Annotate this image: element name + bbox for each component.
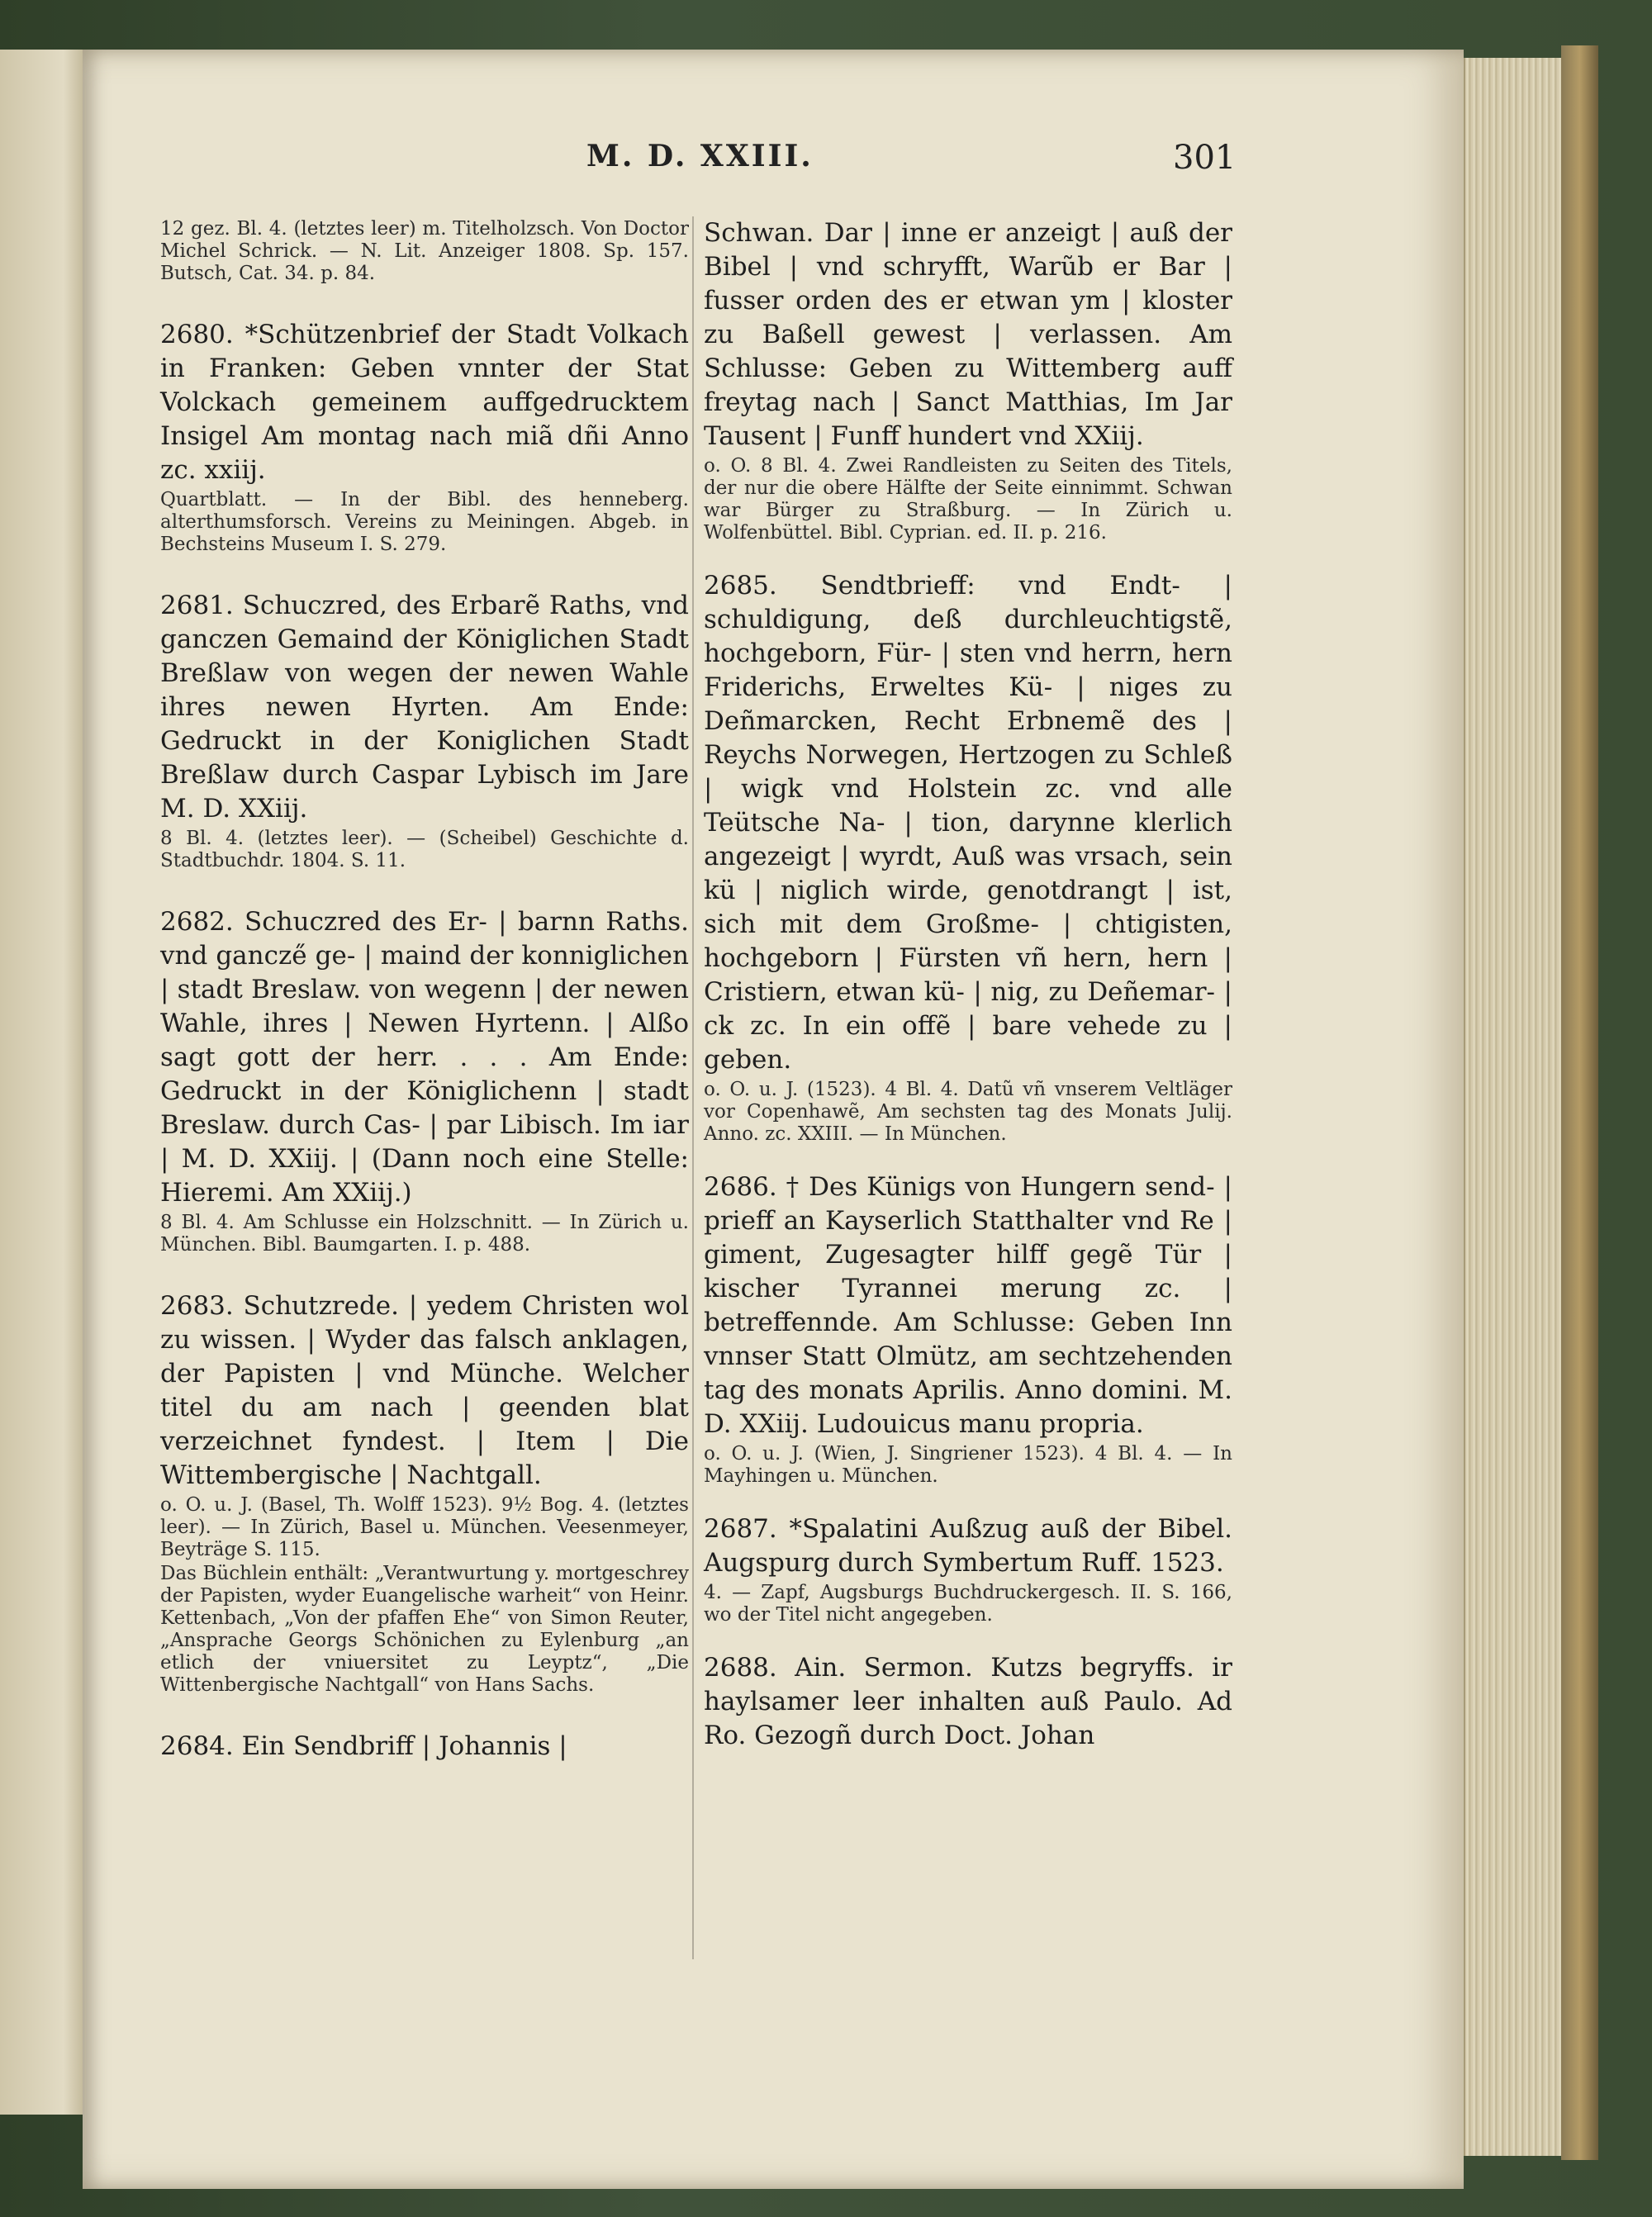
entry-2684-note: o. O. 8 Bl. 4. Zwei Randleisten zu Seiten des Titels, der nur die obere Hälfte der Seite einnimmt. Schwan war Bürger zu Straßburg. — In Zürich u. Wolfenbüttel. Bibl. Cyprian. ed. II. p. 216.	[704, 455, 1232, 544]
page-number: 301	[1173, 139, 1237, 177]
entry-2688-title: 2688. Ain. Sermon. Kutzs begryffs. ir haylsamer leer inhalten auß Paulo. Ad Ro. Gezogñ durch Doct. Johan	[704, 1653, 1232, 1750]
entry-2683-title: 2683. Schutzrede. | yedem Christen wol zu wissen. | Wyder das falsch anklagen, der Papisten | vnd Münche. Welcher titel du am nach | geenden blat verzeichnet fyndest. | Item | Die Wittembergische | Nachtgall.	[160, 1291, 689, 1490]
entry-2684-continued: Schwan. Dar | inne er anzeigt | auß der Bibel | vnd schryfft, Warũb er Bar | fusser orden des er etwan ym | kloster zu Baßell gewest | verlassen. Am Schlusse: Geben zu Wittemberg auff freytag nach | Sanct Matthias, Im Jar Tausent | Funff hundert vnd XXiij.	[704, 218, 1232, 451]
entry-2683-contents: Das Büchlein enthält: „Verantwurtung y. mortgeschrey der Papisten, wyder Euangelische warheit“ von Heinr. Kettenbach, „Von der pfaffen Ehe“ von Simon Reuter, „Ansprache Georgs Schönichen zu Eylenburg „an etlich der vniuersitet zu Leyptz“, „Die Wittenbergische Nachtgall“ von Hans Sachs.	[160, 1563, 689, 1696]
entry-2680-note: Quartblatt. — In der Bibl. des henneberg. alterthumsforsch. Vereins zu Meiningen. Abgeb. in Bechsteins Museum I. S. 279.	[160, 489, 689, 555]
left-column	[160, 216, 689, 1764]
entry-2680-title: 2680. *Schützenbrief der Stadt Volkach in Franken: Geben vnnter der Stat Volckach gemeinem auffgedrucktem Insigel Am montag nach miã dñi Anno zc. xxiij.	[160, 320, 689, 485]
entry-2681-title: 2681. Schuczred, des Erbarẽ Raths, vnd ganczen Gemaind der Königlichen Stadt Breßlaw von wegen der newen Wahle ihres newen Hyrten. Am Ende: Gedruckt in der Koniglichen Stadt Breßlaw durch Caspar Lybisch im Jare M. D. XXiij.	[160, 591, 689, 824]
entry-2684-title: 2684. Ein Sendbriff | Johannis |	[160, 1731, 567, 1761]
book-cover-edge	[1561, 45, 1598, 2160]
entry-2685-note: o. O. u. J. (1523). 4 Bl. 4. Datũ vñ vnserem Veltläger vor Copenhawẽ, Am sechsten tag des Monats Julij. Anno. zc. XXIII. — In München.	[704, 1079, 1232, 1145]
entry-2687-note: 4. — Zapf, Augsburgs Buchdruckergesch. II. S. 166, wo der Titel nicht angegeben.	[704, 1582, 1232, 1626]
entry-2682-title: 2682. Schuczred des Er- | barnn Raths. vnd gancze̋ ge- | maind der konniglichen | stadt Breslaw. von wegenn | der newen Wahle, ihres | Newen Hyrtenn. | Alßo sagt gott der herr. . . . Am Ende: Gedruckt in der Königlichenn | stadt Breslaw. durch Cas- | par Libisch. Im iar | M. D. XXiij. | (Dann noch eine Stelle: Hieremi. Am XXiij.)	[160, 907, 689, 1208]
entry-2681-note: 8 Bl. 4. (letztes leer). — (Scheibel) Geschichte d. Stadtbuchdr. 1804. S. 11.	[160, 828, 689, 871]
entry-note: 12 gez. Bl. 4. (letztes leer) m. Titelholzsch. Von Doctor Michel Schrick. — N. Lit. Anzeiger 1808. Sp. 157. Butsch, Cat. 34. p. 84.	[160, 218, 689, 284]
facing-page-edge	[0, 50, 93, 2115]
column-divider	[692, 216, 694, 1959]
entry-2685-title: 2685. Sendtbrieff: vnd Endt- | schuldigung, deß durchleuchtigstẽ, hochgeborn, Für- | sten vnd herrn, hern Friderichs, Erweltes Kü- | niges zu Deñmarcken, Recht Erbnemẽ des | Reychs Norwegen, Hertzogen zu Schleß | wigk vnd Holstein zc. vnd alle Teütsche Na- | tion, darynne klerlich angezeigt | wyrdt, Auß was vrsach, sein kü | niglich wirde, genotdrangt | ist, sich mit dem Großme- | chtigisten, hochgeborn | Fürsten vñ hern, hern | Cristiern, etwan kü- | nig, zu Deñemar- | ck zc. In ein offẽ | bare vehede zu | geben.	[704, 571, 1232, 1075]
entry-2683-note: o. O. u. J. (Basel, Th. Wolff 1523). 9½ Bog. 4. (letztes leer). — In Zürich, Basel u. München. Veesenmeyer, Beyträge S. 115.	[160, 1494, 689, 1560]
entry-2686-title: 2686. † Des Künigs von Hungern send- | prieff an Kayserlich Statthalter vnd Re | giment, Zugesagter hilff gegẽ Tür | kischer Tyrannei merung zc. | betreffennde. Am Schlusse: Geben Inn vnnser Statt Olmütz, am sechtzehenden tag des monats Aprilis. Anno domini. M. D. XXiij. Ludouicus manu propria.	[704, 1172, 1232, 1439]
entry-2686-note: o. O. u. J. (Wien, J. Singriener 1523). 4 Bl. 4. — In Mayhingen u. München.	[704, 1443, 1232, 1487]
entry-2682-note: 8 Bl. 4. Am Schlusse ein Holzschnitt. — In Zürich u. München. Bibl. Baumgarten. I. p. 488.	[160, 1212, 689, 1256]
entry-2687-title: 2687. *Spalatini Außzug auß der Bibel. Augspurg durch Symbertum Ruff. 1523.	[704, 1514, 1232, 1578]
right-column	[704, 216, 1232, 1753]
running-head: M. D. XXIII.	[586, 139, 814, 173]
